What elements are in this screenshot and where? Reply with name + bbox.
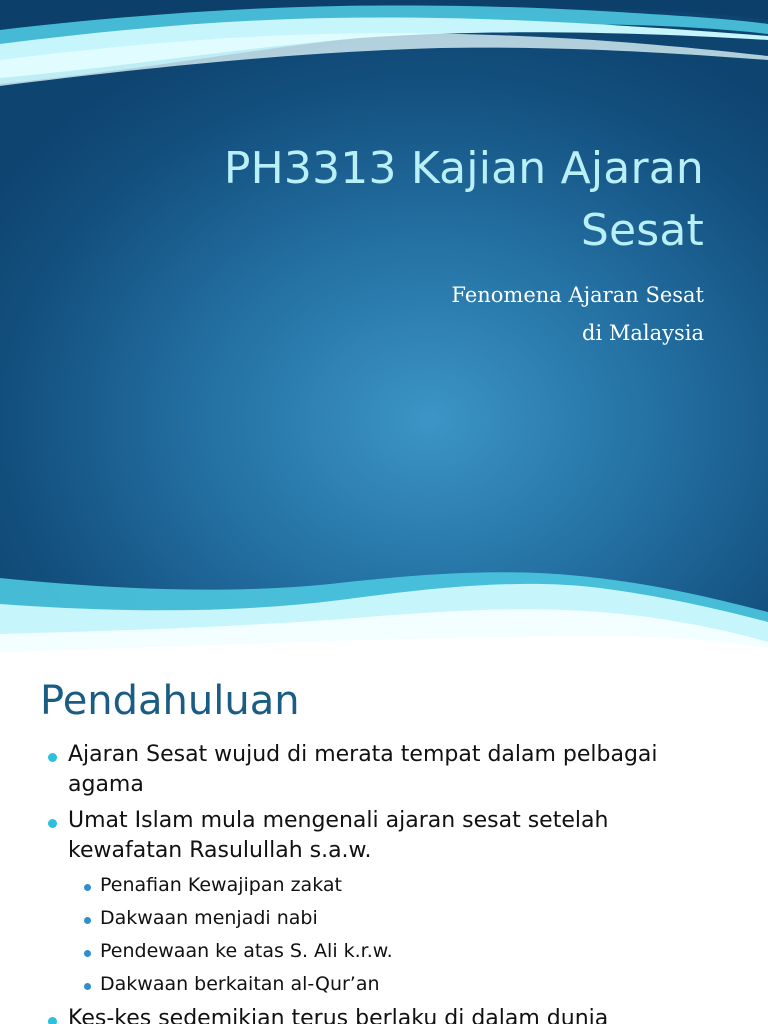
bottom-wave-decoration [0,560,768,662]
bullet-item [0,806,768,866]
sub-bullet-dot-icon [84,983,91,990]
bullet-text: Kes-kes sedemikian terus berlaku di dalam dunia [68,1006,609,1024]
sub-bullet-item [0,905,768,931]
bullet-text: Umat Islam mula mengenali ajaran sesat setelah kewafatan Rasulullah s.a.w. [68,808,609,863]
bullet-dot-icon [48,819,57,828]
sub-bullet-text: Penafian Kewajipan zakat [100,874,342,896]
sub-bullet-item [0,938,768,964]
slide-title-line-2: Sesat [580,205,704,256]
bullet-dot-icon [48,1017,57,1024]
sub-bullet-item [0,872,768,898]
slide-title-line-1: PH3313 Kajian Ajaran [223,143,704,194]
content-heading: Pendahuluan [40,678,300,724]
slide-subtitle-line-1: Fenomena Ajaran Sesat [451,283,704,307]
slide-subtitle-line-2: di Malaysia [582,321,704,345]
sub-bullet-text: Dakwaan menjadi nabi [100,907,318,929]
sub-bullet-item [0,971,768,997]
bullet-list [0,740,768,1024]
sub-bullet-text: Dakwaan berkaitan al-Qur’an [100,973,380,995]
sub-bullet-dot-icon [84,917,91,924]
bullet-item [0,740,768,800]
sub-bullet-dot-icon [84,884,91,891]
content-slide [0,662,768,1024]
bullet-dot-icon [48,753,57,762]
sub-bullet-dot-icon [84,950,91,957]
sub-bullet-text: Pendewaan ke atas S. Ali k.r.w. [100,940,393,962]
bullet-item [0,1004,768,1024]
slide-title [64,138,704,262]
top-wave-decoration [0,0,768,96]
slide-subtitle [144,276,704,352]
bullet-text: Ajaran Sesat wujud di merata tempat dalam pelbagai agama [68,742,658,797]
